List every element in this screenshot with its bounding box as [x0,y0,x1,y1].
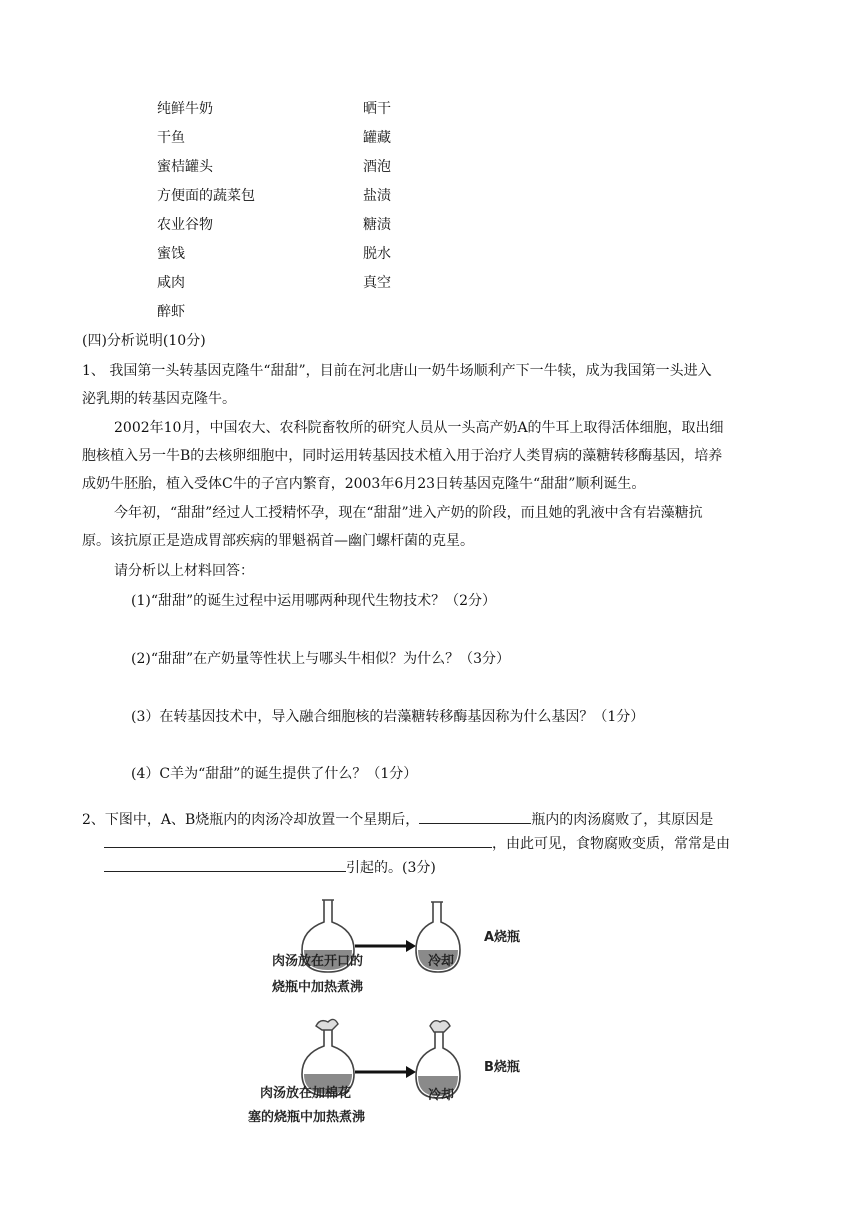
arrow-b-icon [355,1066,416,1078]
figure-b-caption: 塞的烧瓶中加热煮沸 [248,1110,366,1125]
q1-paragraph-line: 1、 我国第一头转基因克隆牛“甜甜”，目前在河北唐山一奶牛场顺利产下一牛犊，成为我国第一头进入 [82,363,712,379]
q1-sub-question: (2)“甜甜”在产奶量等性状上与哪头牛相似？为什么？（3分） [131,651,511,667]
answer-blank[interactable] [104,856,346,872]
match-left-item: 农业谷物 [157,217,213,233]
match-right-item: 糖渍 [363,217,391,233]
match-right-item: 晒干 [363,101,391,117]
arrow-a-icon [355,940,416,952]
q1-paragraph-line: 原。该抗原正是造成胃部疾病的罪魁祸首—幽门螺杆菌的克星。 [82,533,474,549]
figure-b-caption: 肉汤放在加棉花 [260,1086,352,1101]
match-left-item: 咸肉 [157,275,185,291]
match-left-item: 醉虾 [157,304,185,320]
match-left-item: 纯鲜牛奶 [157,101,213,117]
answer-blank[interactable] [419,808,531,824]
figure-a-cool-label: 冷却 [428,954,455,969]
flask-figure [240,892,560,1132]
q1-paragraph-line: 泌乳期的转基因克隆牛。 [82,391,236,407]
answer-blank[interactable] [104,832,492,848]
match-right-item: 罐藏 [363,130,391,146]
match-right-item: 盐渍 [363,188,391,204]
section-heading: (四)分析说明(10分) [82,333,206,349]
figure-a-caption: 烧瓶中加热煮沸 [272,980,364,995]
match-left-item: 蜜饯 [157,246,185,262]
q1-sub-question: (3）在转基因技术中，导入融合细胞核的岩藻糖转移酶基因称为什么基因？（1分） [131,709,645,725]
figure-a-label: A烧瓶 [484,930,521,945]
q1-paragraph-line: 今年初，“甜甜”经过人工授精怀孕，现在“甜甜”进入产奶的阶段，而且她的乳液中含有岩藻糖抗 [114,505,703,521]
match-right-item: 酒泡 [363,159,391,175]
match-left-item: 蜜桔罐头 [157,159,213,175]
match-left-item: 干鱼 [157,130,185,146]
q1-prompt: 请分析以上材料回答： [114,563,254,579]
q2-text: 引起的。(3分) [346,860,436,876]
match-right-item: 真空 [363,275,391,291]
q1-sub-question: (4）C羊为“甜甜”的诞生提供了什么？（1分） [131,766,418,782]
q2-text: 瓶内的肉汤腐败了，其原因是 [531,812,714,828]
q2-text: 2、下图中，A、B烧瓶内的肉汤冷却放置一个星期后， [82,812,420,828]
q1-paragraph-line: 胞核植入另一牛B的去核卵细胞中，同时运用转基因技术植入用于治疗人类胃病的藻糖转移酶基因，培养 [82,448,723,464]
figure-b-label: B烧瓶 [484,1060,520,1075]
q1-paragraph-line: 2002年10月，中国农大、农科院畜牧所的研究人员从一头高产奶A的牛耳上取得活体细胞，取出细 [114,420,724,436]
q2-text: ，由此可见，食物腐败变质，常常是由 [492,836,730,852]
q1-sub-question: (1)“甜甜”的诞生过程中运用哪两种现代生物技术？（2分） [131,593,497,609]
match-left-item: 方便面的蔬菜包 [157,188,255,204]
figure-b-cool-label: 冷却 [428,1088,455,1103]
q1-paragraph-line: 成奶牛胚胎，植入受体C牛的子宫内繁育，2003年6月23日转基因克隆牛“甜甜”顺利诞生。 [82,476,646,492]
figure-a-caption: 肉汤放在开口的 [272,954,364,969]
q2-line [82,808,713,830]
q2-line [104,856,436,878]
match-right-item: 脱水 [363,246,391,262]
q2-line [104,832,730,854]
